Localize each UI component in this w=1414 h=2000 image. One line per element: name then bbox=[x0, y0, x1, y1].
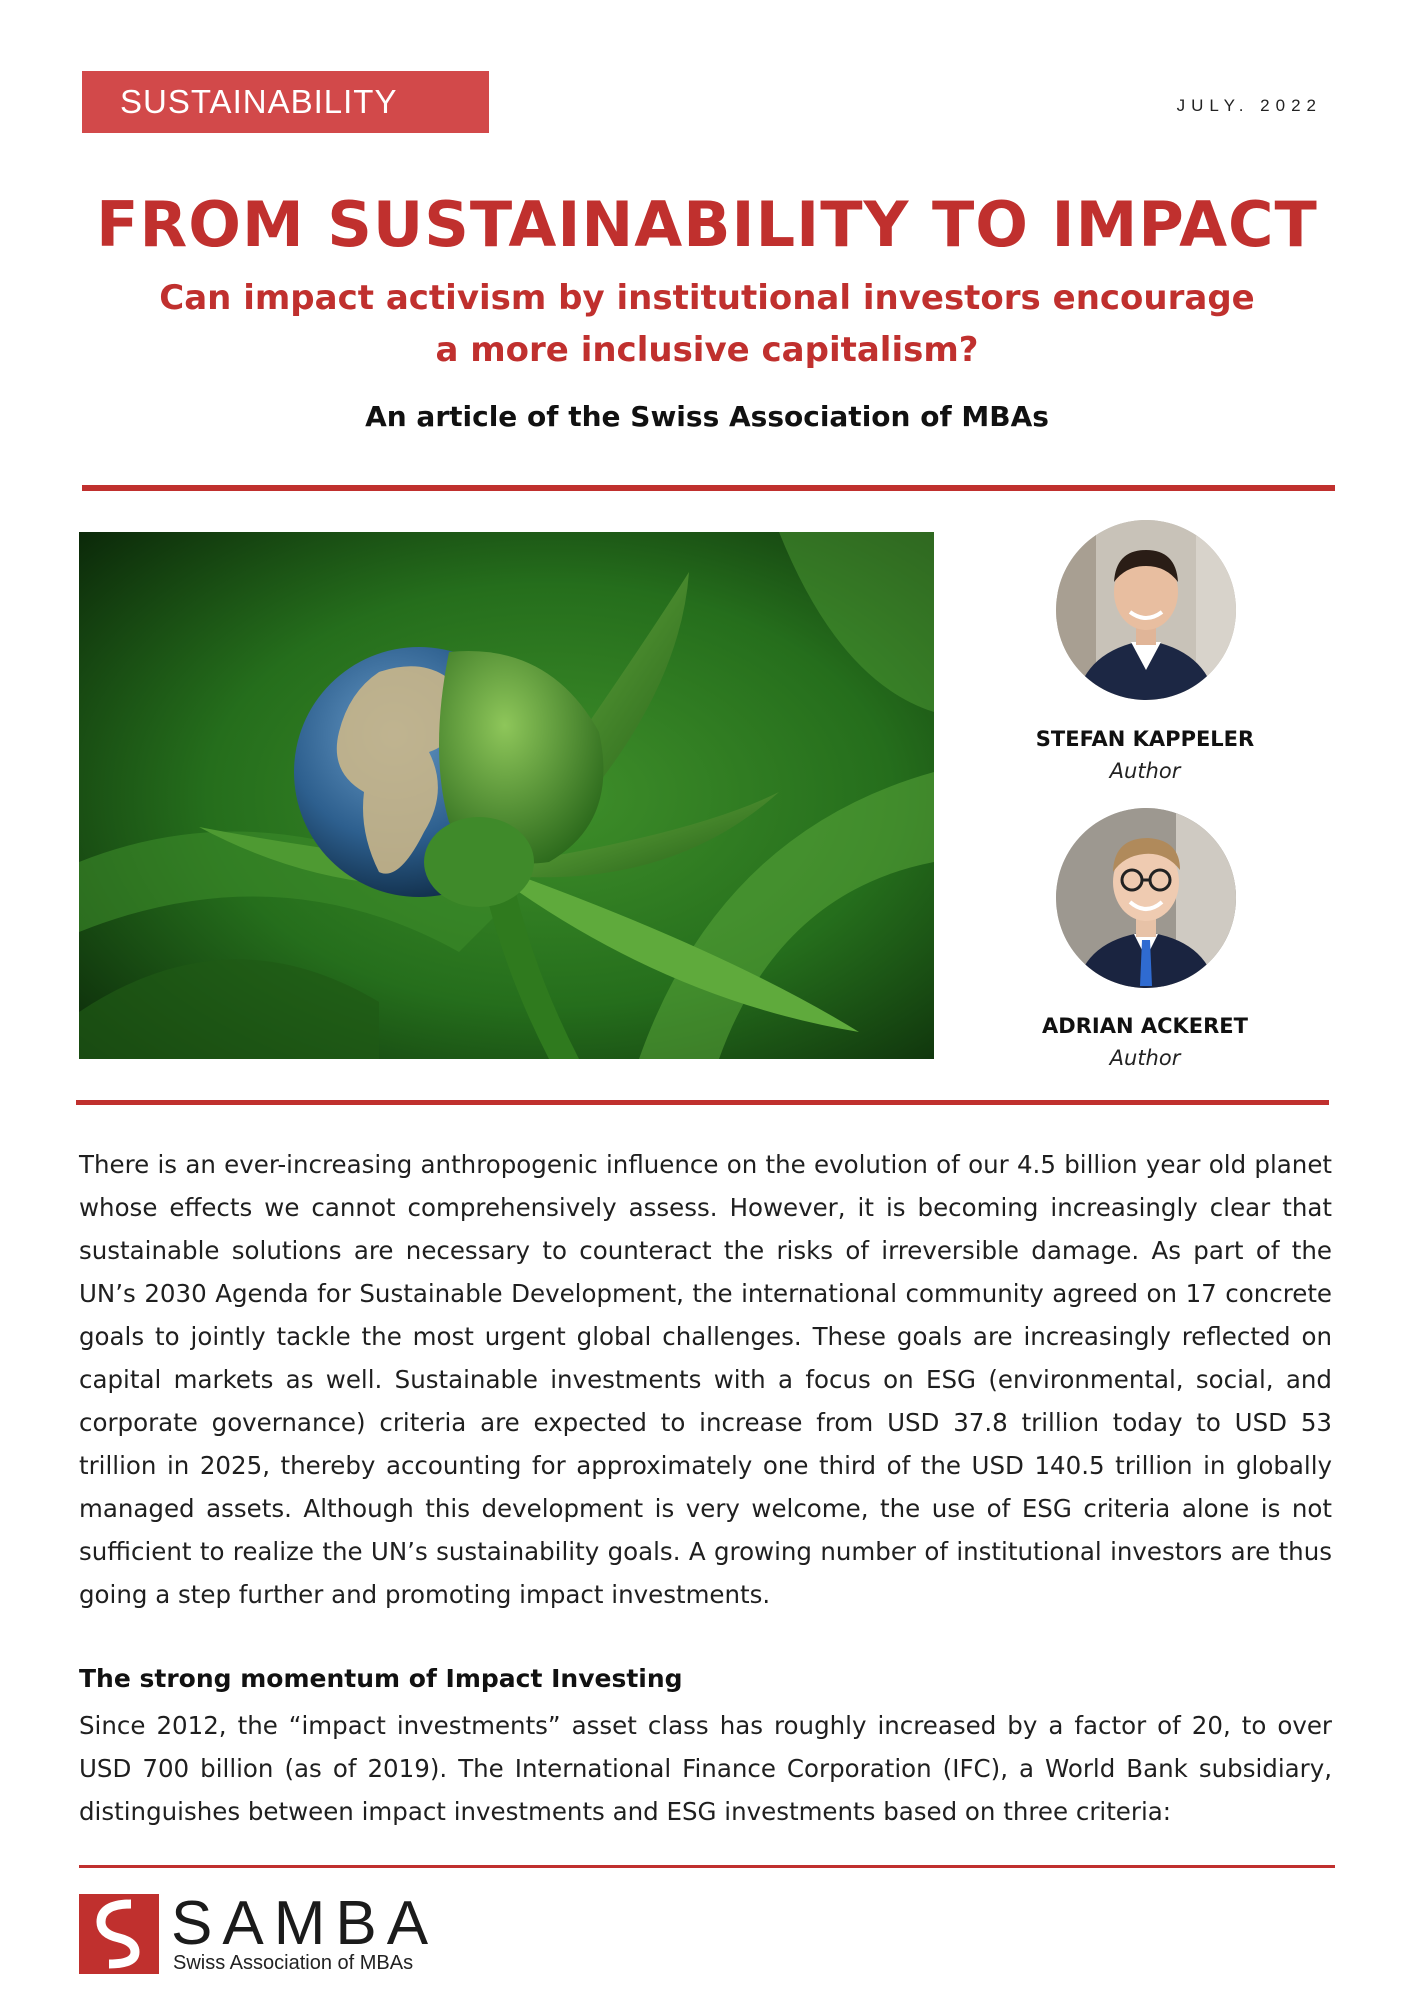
author-role: Author bbox=[1109, 759, 1181, 783]
article-kicker: An article of the Swiss Association of MBAs bbox=[365, 400, 1049, 433]
article-subtitle: Can impact activism by institutional investors encourage a more inclusive capitalism? bbox=[159, 278, 1255, 370]
middle-divider bbox=[76, 1100, 1329, 1105]
author-avatar-adrian bbox=[1056, 808, 1236, 988]
top-divider bbox=[82, 485, 1335, 491]
logo-wordmark: SAMBA bbox=[171, 1889, 439, 1958]
globe-bud-illustration bbox=[79, 532, 934, 1059]
author-name: STEFAN KAPPELER bbox=[1035, 727, 1255, 751]
section-heading: The strong momentum of Impact Investing bbox=[79, 1664, 683, 1693]
footer-divider bbox=[79, 1865, 1335, 1868]
article-paragraph: Since 2012, the “impact investments” asset class has roughly increased by a factor of 20, to over USD 700 billion (as of 2019). The International Finance Corporation (IFC), a World Bank subsidiary, distinguishes between impact investments and ESG investments based on three criteria: bbox=[79, 1711, 1332, 1826]
hero-image bbox=[79, 532, 934, 1059]
samba-logo-mark bbox=[79, 1894, 159, 1974]
author-role: Author bbox=[1109, 1046, 1181, 1070]
author-name: ADRIAN ACKERET bbox=[1042, 1014, 1248, 1038]
samba-logo bbox=[79, 1889, 459, 1982]
category-label: SUSTAINABILITY bbox=[120, 83, 398, 120]
logo-tagline: Swiss Association of MBAs bbox=[173, 1952, 414, 1974]
author-avatar-stefan bbox=[1056, 520, 1236, 700]
article-title: FROM SUSTAINABILITY TO IMPACT bbox=[96, 188, 1318, 261]
publication-date: JULY. 2022 bbox=[1176, 96, 1322, 115]
article-paragraph: There is an ever-increasing anthropogenic influence on the evolution of our 4.5 billion year old planet whose effects we cannot comprehensively assess. However, it is becoming increasingly clear that sustainable solutions are necessary to counteract the risks of irreversible damage. As part of the UN’s 2030 Agenda for Sustainable Development, the international community agreed on 17 concrete goals to jointly tackle the most urgent global challenges. These goals are increasingly reflected on capital markets as well. Sustainable investments with a focus on ESG (environmental, social, and corporate governance) criteria are expected to increase from USD 37.8 trillion today to USD 53 trillion in 2025, thereby accounting for approximately one third of the USD 140.5 trillion in globally managed assets. Although this development is very welcome, the use of ESG criteria alone is not sufficient to realize the UN’s sustainability goals. A growing number of institutional investors are thus going a step further and promoting impact investments. bbox=[79, 1150, 1332, 1609]
category-badge bbox=[82, 71, 489, 133]
